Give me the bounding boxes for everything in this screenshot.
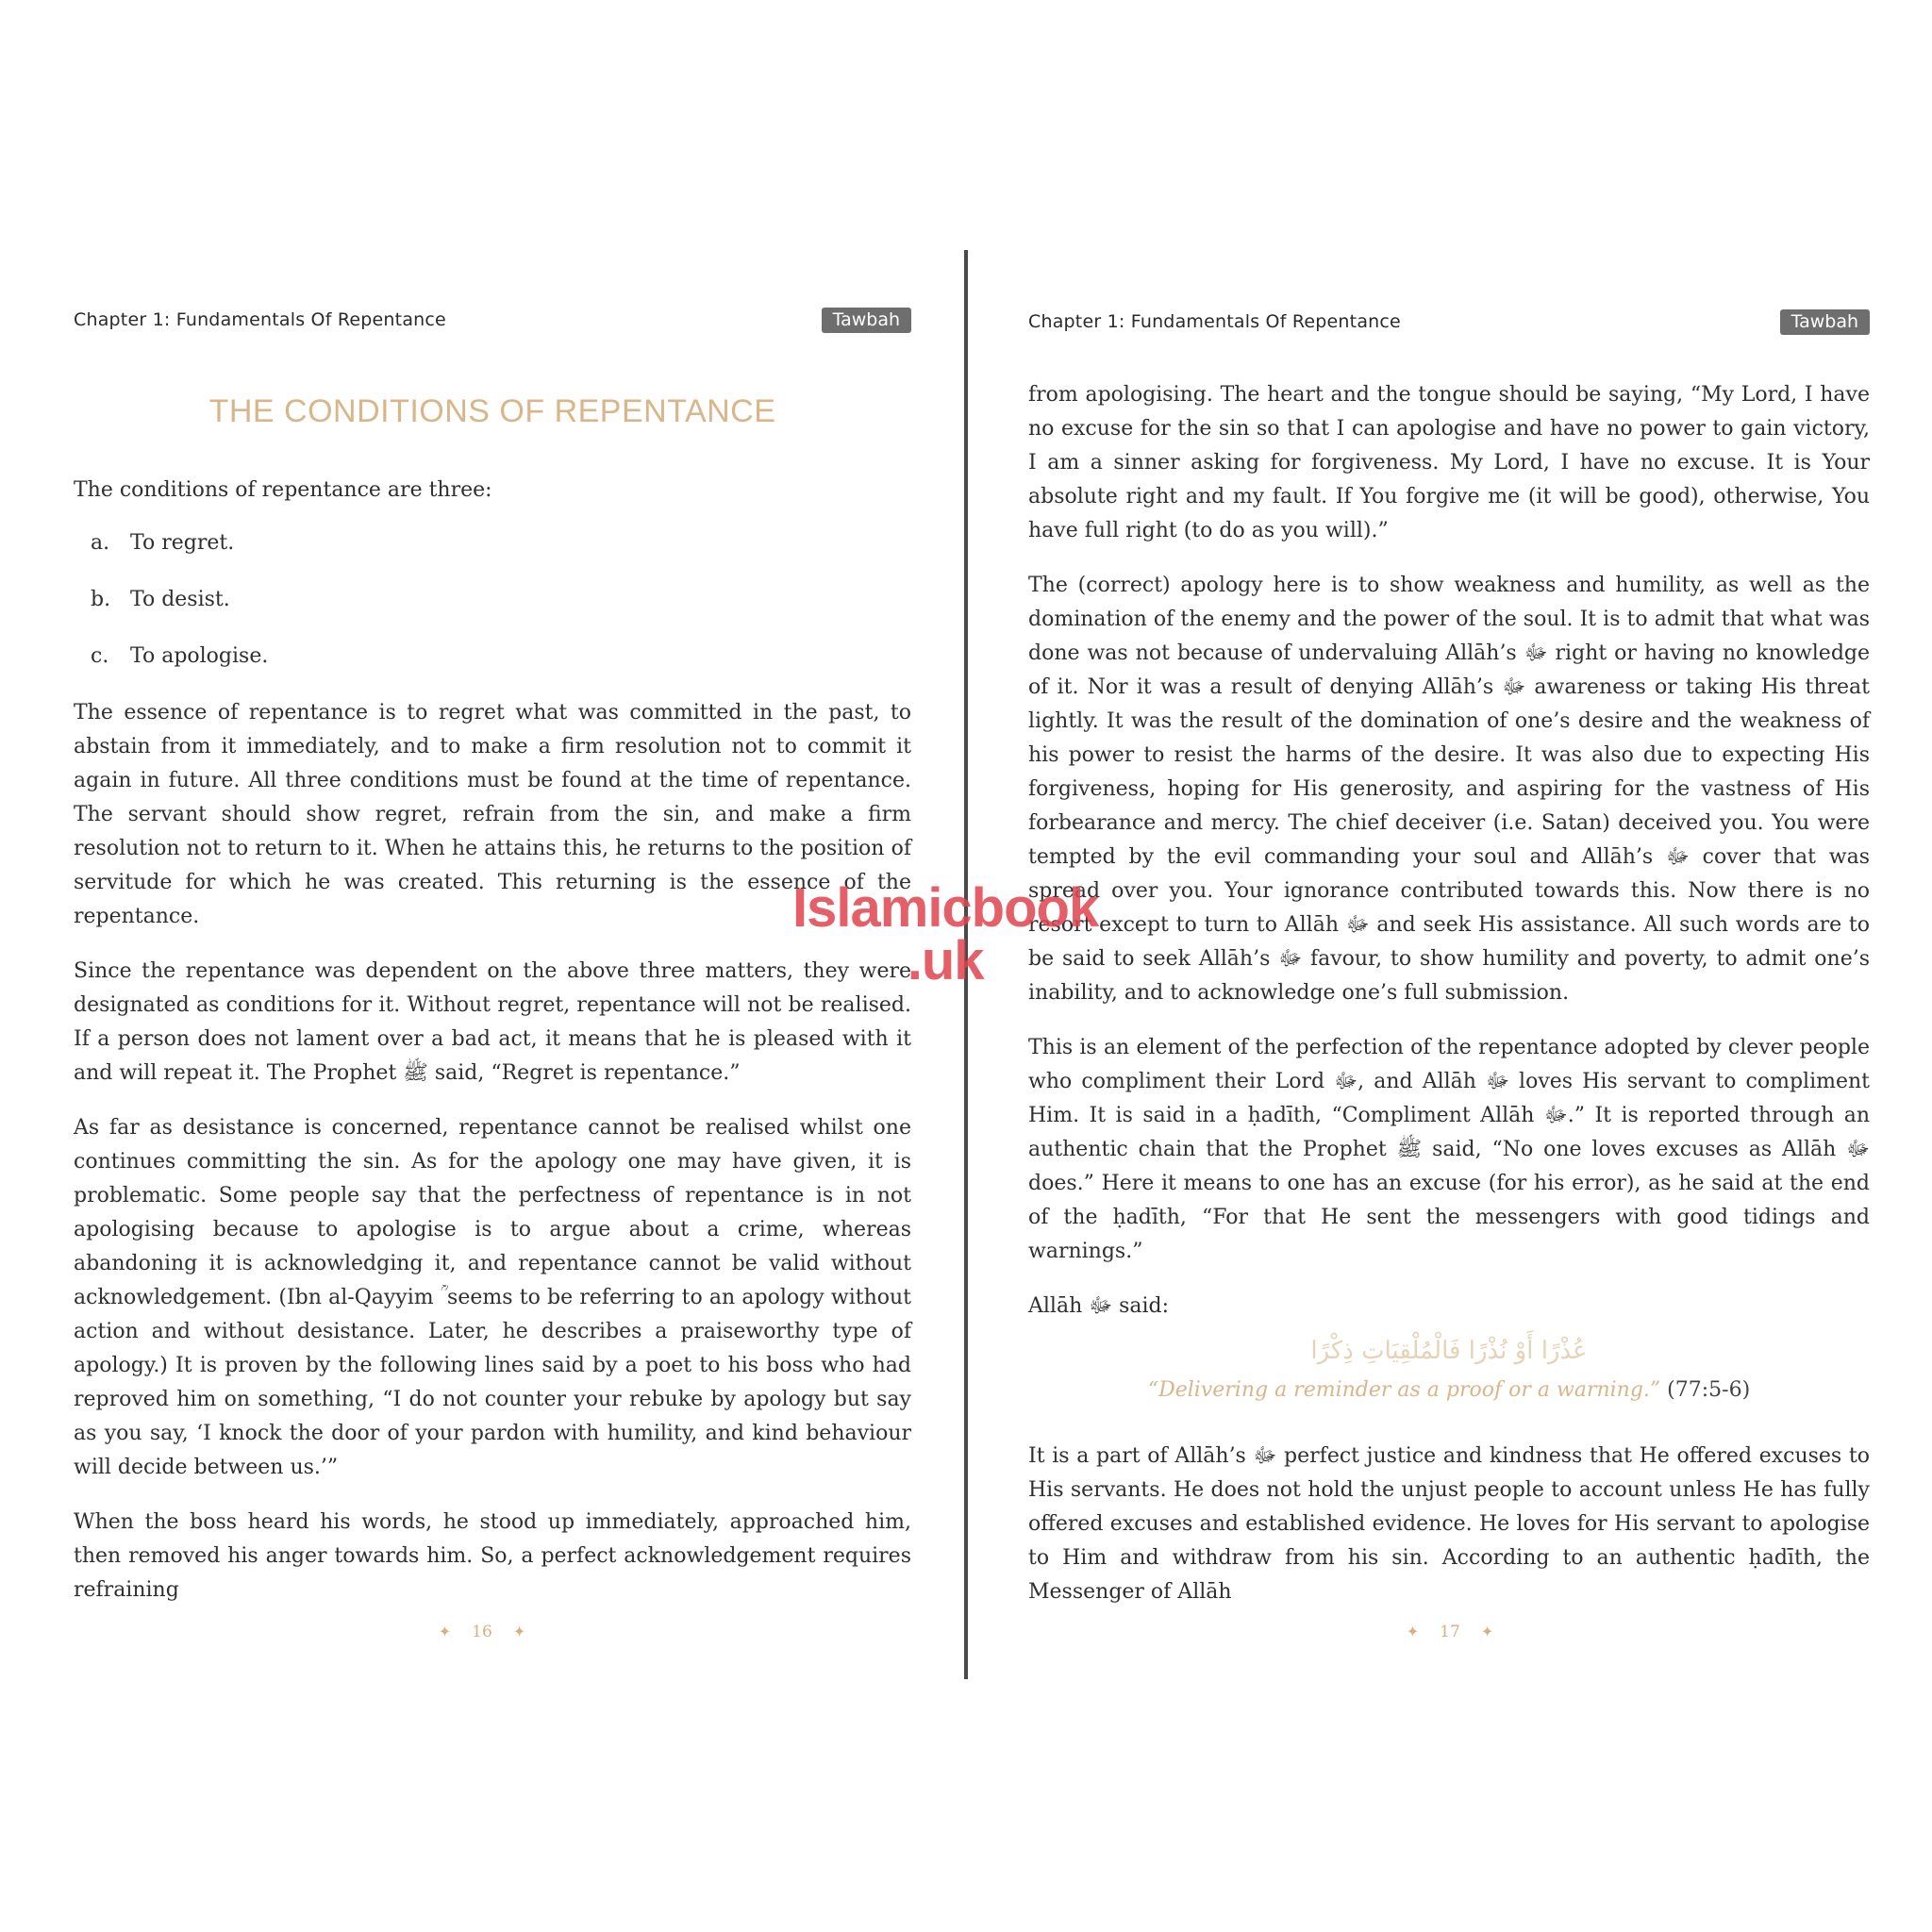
arabic-verse: عُذْرًا أَوْ نُذْرًا فَالْمُلْقِيَاتِ ذِكْرًا: [1310, 1337, 1588, 1365]
paragraph: The essence of repentance is to regret what was committed in the past, to abstain from it immediately, and to make a firm resolution not to commit it again in future. All three conditions must be found at the time of repentance. The servant should show regret, refrain from the sin, and make a firm resolution not to return to it. When he attains this, he returns to the position of servitude for which he was created. This returning is the essence of the repentance.: [74, 701, 911, 928]
list-item: a. To regret.: [91, 531, 235, 555]
book-badge: Tawbah: [1780, 309, 1870, 335]
intro-paragraph: The conditions of repentance are three:: [74, 478, 492, 502]
ornament-icon: ✦: [1480, 1623, 1494, 1641]
paragraph: This is an element of the perfection of the repentance adopted by clever people who compliment their Lord ﷻ, and Allāh ﷻ loves His servant to compliment Him. It is said in a ḥadīth, “Compliment Allāh ﷻ.” It is reported through an authentic chain that the Prophet ﷺ said, “No one loves excuses as Allāh ﷻ does.” Here it means to one has an excuse (for his error), as he said at the end of the ḥadīth, “For that He sent the messengers with good tidings and warnings.”: [1028, 1036, 1871, 1263]
paragraph: When the boss heard his words, he stood up immediately, approached him, then removed his anger towards him. So, a perfect acknowledgement requires refraining: [74, 1510, 911, 1602]
list-item: c. To apologise.: [91, 644, 269, 668]
ornament-icon: ✦: [1406, 1623, 1420, 1641]
quote-reference: (77:5-6): [1667, 1378, 1751, 1402]
list-item: b. To desist.: [91, 588, 230, 611]
conditions-list: [91, 526, 911, 674]
paragraph: from apologising. The heart and the tongue should be saying, “My Lord, I have no excuse for the sin so that I can apologise and have no power to gain victory, I am a sinner asking for forgiveness. My Lord, I have no excuse. It is Your absolute right and my fault. If You forgive me (it will be good), otherwise, You have full right (to do as you will).”: [1028, 383, 1870, 542]
verse-translation: [1028, 1378, 1870, 1402]
paragraph: The (correct) apology here is to show weakness and humility, as well as the domination of the enemy and the power of the soul. It is to admit that what was done was not because of undervaluing Allāh’s ﷻ right or having no knowledge of it. Nor it was a result of denying Allāh’s ﷻ awareness or taking His threat lightly. It was the result of the domination of one’s desire and the weakness of his power to resist the harms of the desire. It was also due to expecting His forgiveness, hoping for His generosity, and aspiring for the vastness of His forbearance and mercy. The chief deceiver (i.e. Satan) deceived you. You were tempted by the evil commanding your soul and Allāh’s ﷻ cover that was spread over you. Your ignorance contributed towards this. Now there is no resort except to turn to Allāh ﷻ and seek His assistance. All such words are to be said to seek Allāh’s ﷻ favour, to show humility and poverty, to admit one’s inability, and to acknowledge one’s full submission.: [1028, 574, 1871, 1005]
quote-text: “Delivering a reminder as a proof or a warning.”: [1147, 1378, 1661, 1402]
chapter-title: Chapter 1: Fundamentals Of Repentance: [74, 309, 446, 330]
chapter-title: Chapter 1: Fundamentals Of Repentance: [1028, 311, 1401, 332]
paragraph: As far as desistance is concerned, repentance cannot be realised whilst one continues committing the sin. As for the apology one may have given, it is problematic. Some people say that the perfectness of repentance is in not apologising because to apologise is to argue about a crime, whereas abandoning it is acknowledging it, and repentance cannot be valid without acknowledgement. (Ibn al-Qayyim ؒ seems to be referring to an apology without action and without desistance. Later, he describes a praiseworthy type of apology.) It is proven by the following lines said by a poet to his boss who had reproved him on something, “I do not counter your rebuke by apology but say as you say, ‘I knock the door of your pardon with humility, and kind behaviour will decide between us.’”: [74, 1116, 911, 1479]
book-badge: Tawbah: [822, 308, 911, 333]
paragraph: Since the repentance was dependent on the above three matters, they were designated as conditions for it. Without regret, repentance will not be realised. If a person does not lament over a bad act, it means that he is pleased with it and will repeat it. The Prophet ﷺ said, “Regret is repentance.”: [74, 959, 911, 1085]
right-page: [968, 250, 1932, 1684]
left-body: [74, 474, 911, 1607]
ornament-icon: ✦: [512, 1623, 526, 1641]
right-body: [1028, 378, 1870, 1609]
page-header: [74, 303, 911, 337]
page-number-left: ✦ 16 ✦: [438, 1623, 526, 1641]
paragraph: Allāh ﷻ said:: [1028, 1294, 1170, 1318]
section-title: THE CONDITIONS OF REPENTANCE: [208, 393, 776, 429]
watermark-logo: Islamicbook .uk: [792, 877, 1099, 991]
ornament-icon: ✦: [438, 1623, 452, 1641]
page-number-right: ✦ 17 ✦: [1406, 1623, 1494, 1641]
page-header: [1028, 305, 1870, 339]
paragraph: It is a part of Allāh’s ﷻ perfect justice and kindness that He offered excuses to His servants. He does not hold the unjust people to account unless He has fully offered excuses and established evidence. He loves for His servant to apologise to Him and withdraw from his sin. According to an authentic ḥadīth, the Messenger of Allāh: [1028, 1444, 1870, 1604]
